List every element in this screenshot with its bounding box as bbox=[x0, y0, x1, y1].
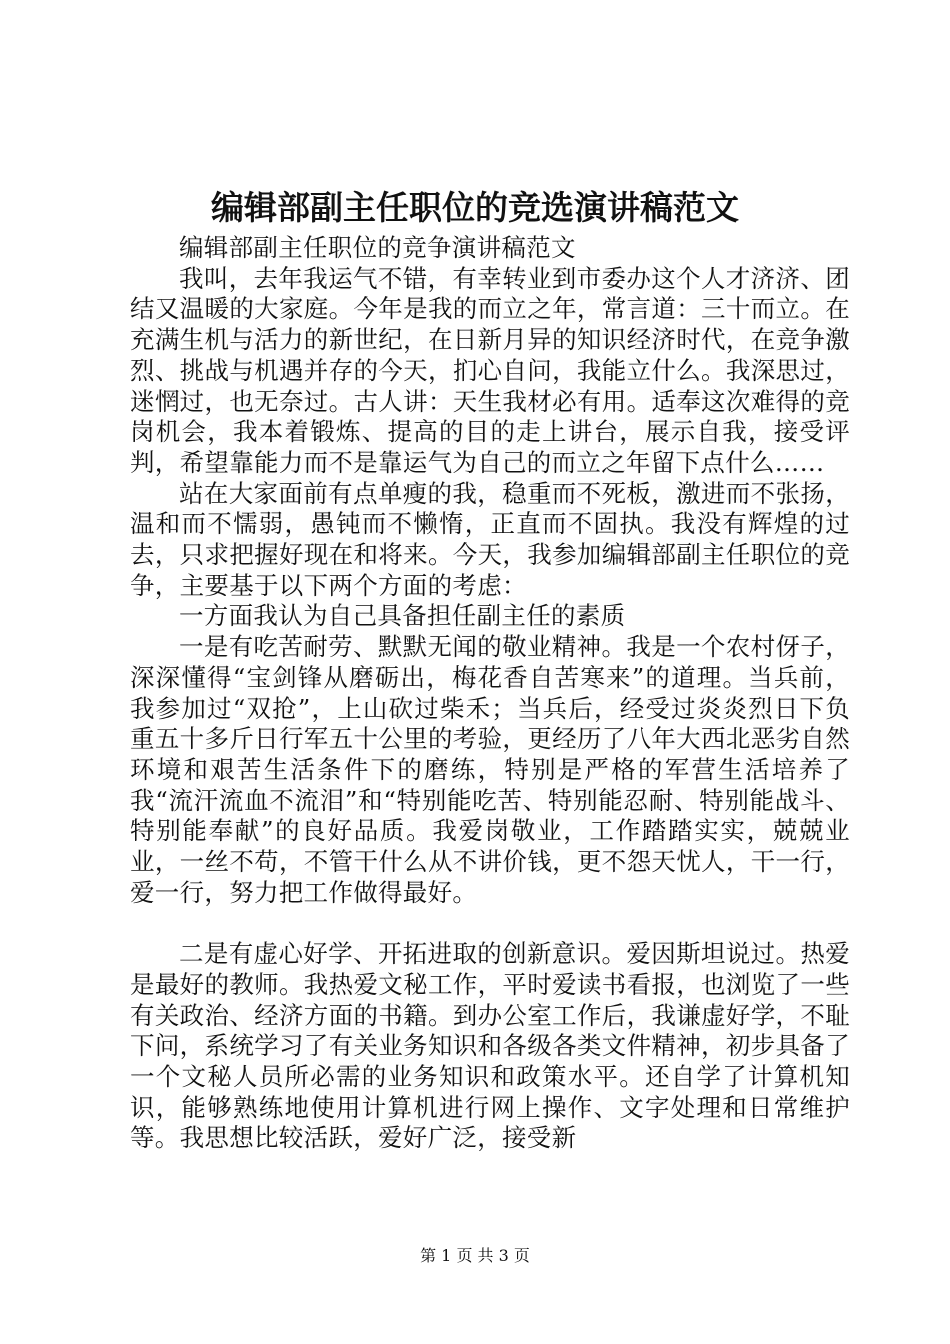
point-one-paragraph: 一是有吃苦耐劳、默默无闻的敬业精神。我是一个农村伢子，深深懂得“宝剑锋从磨砺出，梅花香自苦寒来”的道理。当兵前，我参加过“双抢”，上山砍过柴禾；当兵后，经受过炎炎烈日下负重五十多斤日行军五十公里的考验，更经历了八年大西北恶劣自然环境和艰苦生活条件下的磨练，特别是严格的军营生活培养了我“流汗流血不流泪”和“特别能吃苦、特别能忍耐、特别能战斗、特别能奉献”的良好品质。我爱岗敬业，工作踏踏实实，兢兢业业，一丝不苟，不管干什么从不讲价钱，更不怨天忧人，干一行，爱一行，努力把工作做得最好。 bbox=[130, 632, 850, 907]
page-number-footer: 第 1 页 共 3 页 bbox=[420, 1246, 530, 1265]
subtitle-paragraph: 编辑部副主任职位的竞争演讲稿范文 bbox=[179, 233, 576, 262]
document-title: 编辑部副主任职位的竞选演讲稿范文 bbox=[211, 188, 739, 227]
document-body bbox=[130, 233, 850, 1154]
self-description-paragraph: 站在大家面前有点单瘦的我，稳重而不死板，激进而不张扬，温和而不懦弱，愚钝而不懒惰，正直而不固执。我没有辉煌的过去，只求把握好现在和将来。今天，我参加编辑部副主任职位的竞争，主要基于以下两个方面的考虑： bbox=[130, 478, 850, 600]
intro-paragraph: 我叫，去年我运气不错，有幸转业到市委办这个人才济济、团结又温暖的大家庭。今年是我的而立之年，常言道：三十而立。在充满生机与活力的新世纪，在日新月异的知识经济时代，在竞争激烈、挑战与机遇并存的今天，扪心自问，我能立什么。我深思过，迷惘过，也无奈过。古人讲：天生我材必有用。适奉这次难得的竞岗机会，我本着锻炼、提高的目的走上讲台，展示自我，接受评判，希望靠能力而不是靠运气为自己的而立之年留下点什么…… bbox=[130, 263, 850, 477]
section-heading-paragraph: 一方面我认为自己具备担任副主任的素质 bbox=[179, 601, 626, 631]
point-two-paragraph: 二是有虚心好学、开拓进取的创新意识。爱因斯坦说过。热爱是最好的教师。我热爱文秘工作，平时爱读书看报，也浏览了一些有关政治、经济方面的书籍。到办公室工作后，我谦虚好学，不耻下问，系统学习了有关业务知识和各级各类文件精神，初步具备了一个文秘人员所必需的业务知识和政策水平。还自学了计算机知识，能够熟练地使用计算机进行网上操作、文字处理和日常维护等。我思想比较活跃，爱好广泛，接受新 bbox=[130, 939, 850, 1153]
